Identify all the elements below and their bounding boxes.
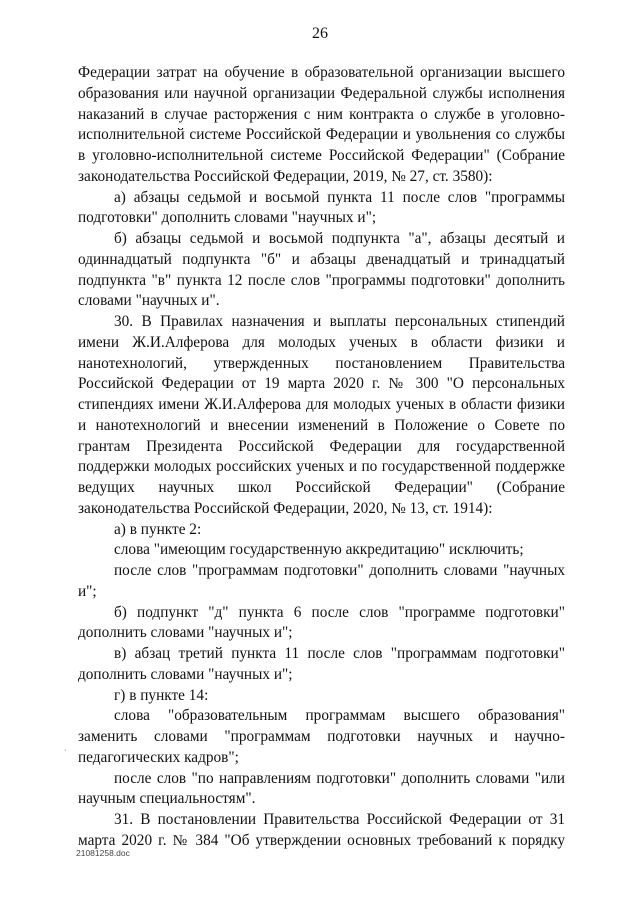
paragraph-30-g: г) в пункте 14: — [114, 686, 209, 704]
page-number: 26 — [312, 25, 328, 42]
paragraph-item-a: а) абзацы седьмой и восьмой пункта 11 после слов "программы подготовки" дополнить словами "научных и"; — [78, 188, 565, 227]
paragraph-31: 31. В постановлении Правительства Российской Федерации от 31 марта 2020 г. № 384 "Об утверждении основных требований к порядку — [78, 811, 565, 849]
paragraph-30-g-words: слова "образовательным программам высшего образования" заменить словами "программам подготовки научных и научно-педагогических кадров"; — [78, 707, 565, 766]
margin-mark: · — [64, 746, 67, 755]
document-body — [78, 63, 565, 852]
paragraph-30: 30. В Правилах назначения и выплаты персональных стипендий имени Ж.И.Алферова для молодых ученых в области физики и нанотехнологий, утвержденных постановлением Правительства Российской Федерации от 19 марта 2020 г. № 300 "О персональных стипендиях имени Ж.И.Алферова для молодых ученых в области физики и нанотехнологий и внесении изменений в Положение о Совете по грантам Президента Российской Федерации для государственной поддержки молодых российских ученых и по государственной поддержке ведущих научных школ Российской Федерации" (Собрание законодательства Российской Федерации, 2020, № 13, ст. 1914): — [78, 313, 565, 517]
paragraph-30-a: а) в пункте 2: — [114, 520, 202, 538]
paragraph-30-v: в) абзац третий пункта 11 после слов "программам подготовки" дополнить словами "научных и"; — [78, 645, 565, 683]
paragraph-item-b: б) абзацы седьмой и восьмой подпункта "а", абзацы десятый и одиннадцатый подпункта "б" и абзацы двенадцатый и тринадцатый подпункта "в" пункта 12 после слов "программы подготовки" дополнить словами "научных и". — [78, 230, 565, 310]
paragraph-30-a-after: после слов "программам подготовки" дополнить словами "научных и"; — [78, 562, 565, 600]
paragraph-continuation: Федерации затрат на обучение в образовательной организации высшего образования или научной организации Федеральной службы исполнения наказаний в случае расторжения с ним контракта о службе в уголовно-исполнительной системе Российской Федерации и увольнения со службы в уголовно-исполнительной системе Российской Федерации" (Собрание законодательства Российской Федерации, 2019, № 27, ст. 3580): — [78, 64, 565, 185]
footer-filename: 21081258.doc — [76, 848, 130, 858]
paragraph-30-b: б) подпункт "д" пункта 6 после слов "программе подготовки" дополнить словами "научных и"; — [78, 603, 565, 642]
paragraph-30-g-after: после слов "по направлениям подготовки" дополнить словами "или научным специальностям". — [78, 769, 565, 808]
paragraph-30-a-words: слова "имеющим государственную аккредитацию" исключить; — [114, 541, 524, 559]
